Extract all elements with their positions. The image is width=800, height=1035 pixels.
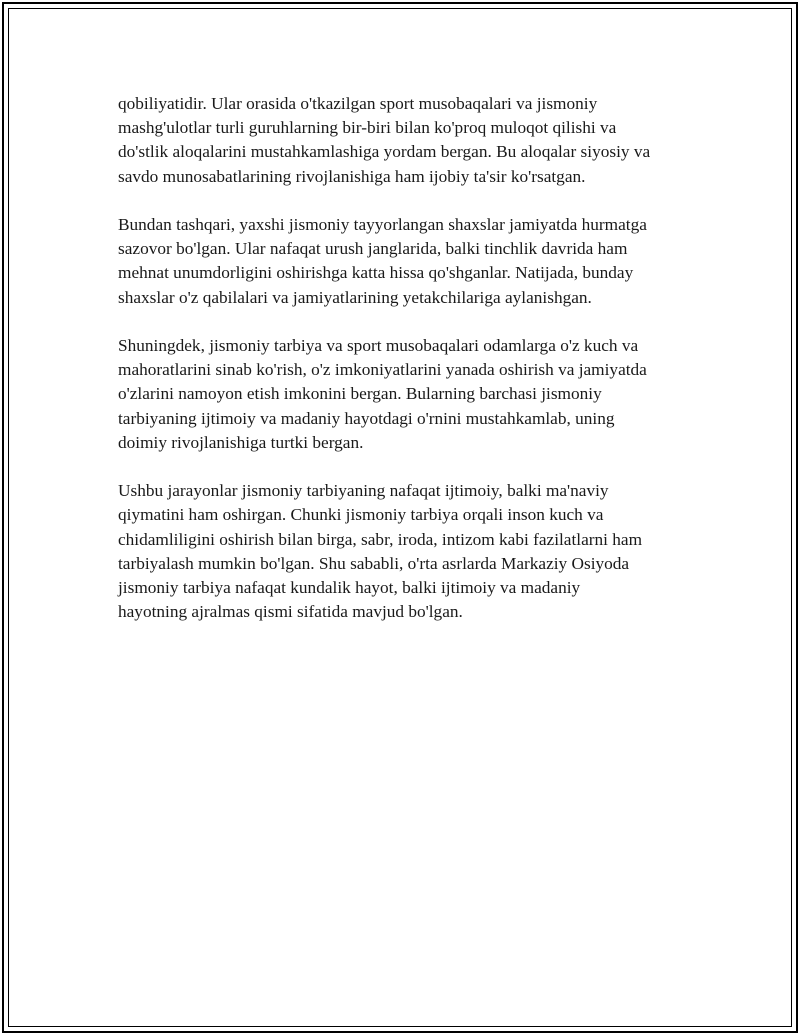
text-line: mashg'ulotlar turli guruhlarning bir-biri bilan ko'proq muloqot qilishi va <box>118 118 617 138</box>
text-line: doimiy rivojlanishiga turtki bergan. <box>118 432 364 452</box>
text-line: savdo munosabatlarining rivojlanishiga ham ijobiy ta'sir ko'rsatgan. <box>118 166 586 186</box>
text-line: tarbiyalash mumkin bo'lgan. Shu sababli, o'rta asrlarda Markaziy Osiyoda <box>118 553 630 573</box>
paragraph-2 <box>118 213 698 310</box>
text-line: tarbiyaning ijtimoiy va madaniy hayotdagi o'rnini mustahkamlab, uning <box>118 408 615 428</box>
text-line: mehnat unumdorligini oshirishga katta hissa qo'shganlar. Natijada, bunday <box>118 263 634 283</box>
text-line: Shuningdek, jismoniy tarbiya va sport musobaqalari odamlarga o'z kuch va <box>118 336 639 355</box>
text-line: shaxslar o'z qabilalari va jamiyatlarining yetakchilariga aylanishgan. <box>118 287 592 307</box>
text-line: do'stlik aloqalarini mustahkamlashiga yordam bergan. Bu aloqalar siyosiy va <box>118 142 651 162</box>
text-line: sazovor bo'lgan. Ular nafaqat urush janglarida, balki tinchlik davrida ham <box>118 239 628 259</box>
text-line: o'zlarini namoyon etish imkonini bergan. Bularning barchasi jismoniy <box>118 384 602 404</box>
paragraph-3 <box>118 334 698 455</box>
paragraph-1 <box>118 92 698 189</box>
text-line: qobiliyatidir. Ular orasida o'tkazilgan sport musobaqalari va jismoniy <box>118 94 598 113</box>
text-line: mahoratlarini sinab ko'rish, o'z imkoniyatlarini yanada oshirish va jamiyatda <box>118 360 647 380</box>
text-line: hayotning ajralmas qismi sifatida mavjud bo'lgan. <box>118 602 463 622</box>
paragraph-4 <box>118 479 698 624</box>
text-line: chidamliligini oshirish bilan birga, sabr, iroda, intizom kabi fazilatlarni ham <box>118 529 643 549</box>
text-line: qiymatini ham oshirgan. Chunki jismoniy tarbiya orqali inson kuch va <box>118 505 604 525</box>
text-line: Bundan tashqari, yaxshi jismoniy tayyorlangan shaxslar jamiyatda hurmatga <box>118 215 647 234</box>
text-line: jismoniy tarbiya nafaqat kundalik hayot, balki ijtimoiy va madaniy <box>118 578 581 598</box>
text-line: Ushbu jarayonlar jismoniy tarbiyaning nafaqat ijtimoiy, balki ma'naviy <box>118 481 609 501</box>
document-body <box>118 92 698 649</box>
